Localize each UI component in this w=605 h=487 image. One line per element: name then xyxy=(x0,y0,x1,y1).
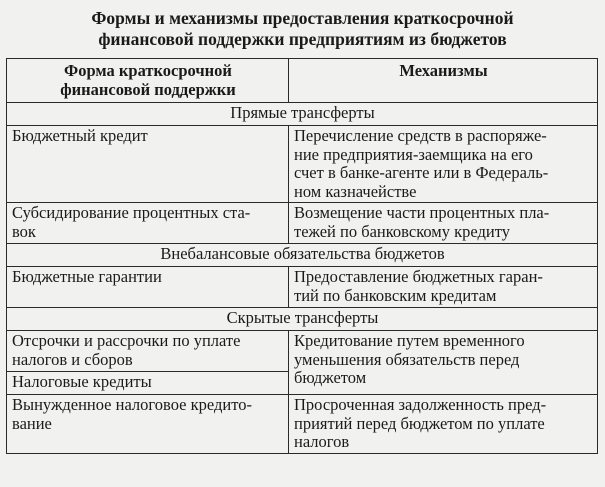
form-line: Субсидирование процентных ста- xyxy=(12,203,251,222)
table-row xyxy=(7,126,598,203)
mechanism-line: счет в банке-агенте или в Федераль- xyxy=(294,163,549,182)
section-row xyxy=(7,308,598,331)
document-title xyxy=(0,8,605,50)
mechanism-line: Перечисление средств в распоряже- xyxy=(294,126,547,145)
mechanism-line: уменьшения обязательств перед xyxy=(294,349,520,369)
mechanism-cell xyxy=(289,203,598,244)
form-cell xyxy=(7,395,289,454)
mechanism-line: бюджетом xyxy=(294,368,367,387)
mechanism-line: тежей по банковскому кредиту xyxy=(294,221,510,241)
mechanism-cell xyxy=(289,126,598,203)
header-form xyxy=(7,59,289,103)
mechanism-line: Кредитование путем временного xyxy=(294,331,525,350)
form-cell: Налоговые кредиты xyxy=(7,372,289,395)
mechanism-cell xyxy=(289,331,598,395)
section-off-balance: Внебалансовые обязательства бюджетов xyxy=(7,244,598,267)
form-line: вок xyxy=(12,221,36,241)
section-row xyxy=(7,103,598,126)
table-row xyxy=(7,395,598,454)
mechanism-line: ние предприятия-заемщика на его xyxy=(294,144,533,164)
header-form-line-2: финансовой поддержки xyxy=(60,79,236,99)
mechanism-line: ном казначействе xyxy=(294,181,417,201)
table-row xyxy=(7,331,598,372)
form-cell: Бюджетный кредит xyxy=(7,126,289,203)
header-mechanisms: Механизмы xyxy=(289,59,598,103)
title-line-1: Формы и механизмы предоставления краткосрочной xyxy=(91,8,514,28)
header-row xyxy=(7,59,598,103)
form-line: Отсрочки и рассрочки по уплате xyxy=(12,331,241,350)
table-row xyxy=(7,203,598,244)
form-cell xyxy=(7,331,289,372)
mechanism-line: налогов xyxy=(294,432,350,451)
form-line: Вынужденное налоговое кредито- xyxy=(12,395,252,414)
header-form-line-1: Форма краткосрочной xyxy=(64,61,232,80)
section-direct-transfers: Прямые трансферты xyxy=(7,103,598,126)
support-forms-table xyxy=(6,58,598,454)
mechanism-line: приятий перед бюджетом по уплате xyxy=(294,413,545,433)
title-line-2: финансовой поддержки предприятиям из бюджетов xyxy=(98,29,507,49)
mechanism-line: Возмещение части процентных пла- xyxy=(294,203,550,222)
mechanism-cell xyxy=(289,267,598,308)
form-cell: Бюджетные гарантии xyxy=(7,267,289,308)
form-line: налогов и сборов xyxy=(12,349,133,369)
form-cell xyxy=(7,203,289,244)
table-row xyxy=(7,267,598,308)
mechanism-line: Предоставление бюджетных гаран- xyxy=(294,267,543,286)
mechanism-line: Просроченная задолженность пред- xyxy=(294,395,547,414)
form-line: вание xyxy=(12,413,52,433)
section-hidden-transfers: Скрытые трансферты xyxy=(7,308,598,331)
mechanism-cell xyxy=(289,395,598,454)
mechanism-line: тий по банковским кредитам xyxy=(294,285,497,305)
section-row xyxy=(7,244,598,267)
